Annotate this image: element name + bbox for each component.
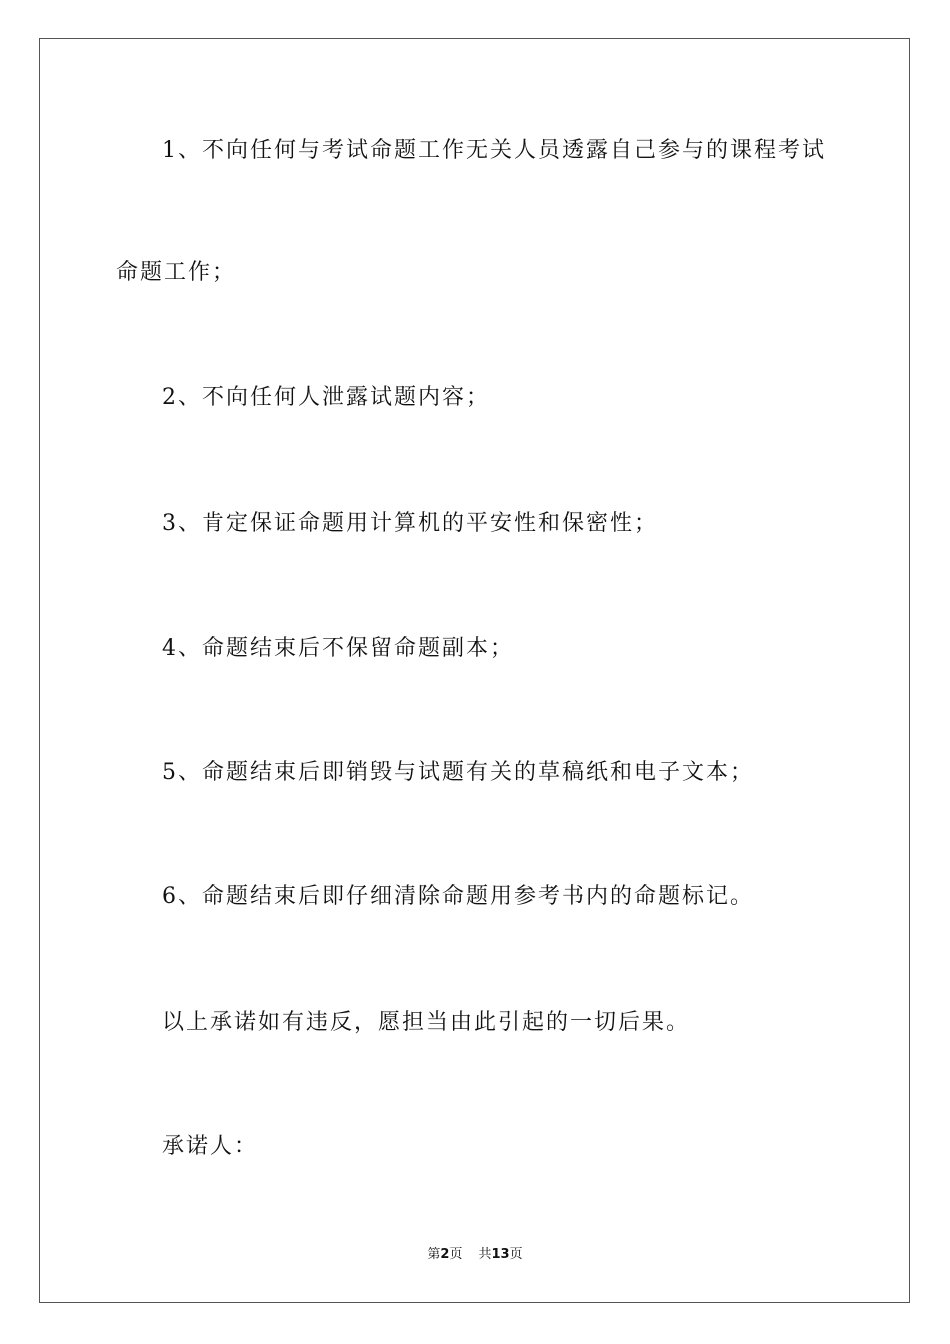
paragraph-line-5: 4、命题结束后不保留命题副本； [162,636,514,661]
paragraph-line-4: 3、肯定保证命题用计算机的平安性和保密性； [162,511,658,536]
paragraph-line-3: 2、不向任何人泄露试题内容； [162,385,490,410]
footer-page-number: 2 [440,1247,450,1262]
paragraph-line-7: 6、命题结束后即仔细清除命题用参考书内的命题标记。 [162,884,754,909]
footer-total-prefix: 共 [478,1247,492,1262]
footer-page-suffix: 页 [449,1247,463,1262]
paragraph-line-8: 以上承诺如有违反，愿担当由此引起的一切后果。 [162,1010,691,1035]
footer-page-prefix: 第 [427,1247,441,1262]
signature-label: 承诺人： [162,1134,259,1159]
footer-total-suffix: 页 [509,1247,523,1262]
footer-total-pages: 13 [491,1247,510,1262]
paragraph-line-2: 命题工作； [116,260,237,285]
paragraph-line-6: 5、命题结束后即销毁与试题有关的草稿纸和电子文本； [162,760,754,785]
page-footer [0,1245,950,1265]
page-border [39,38,910,1303]
paragraph-line-1: 1、不向任何与考试命题工作无关人员透露自己参与的课程考试 [162,138,826,163]
